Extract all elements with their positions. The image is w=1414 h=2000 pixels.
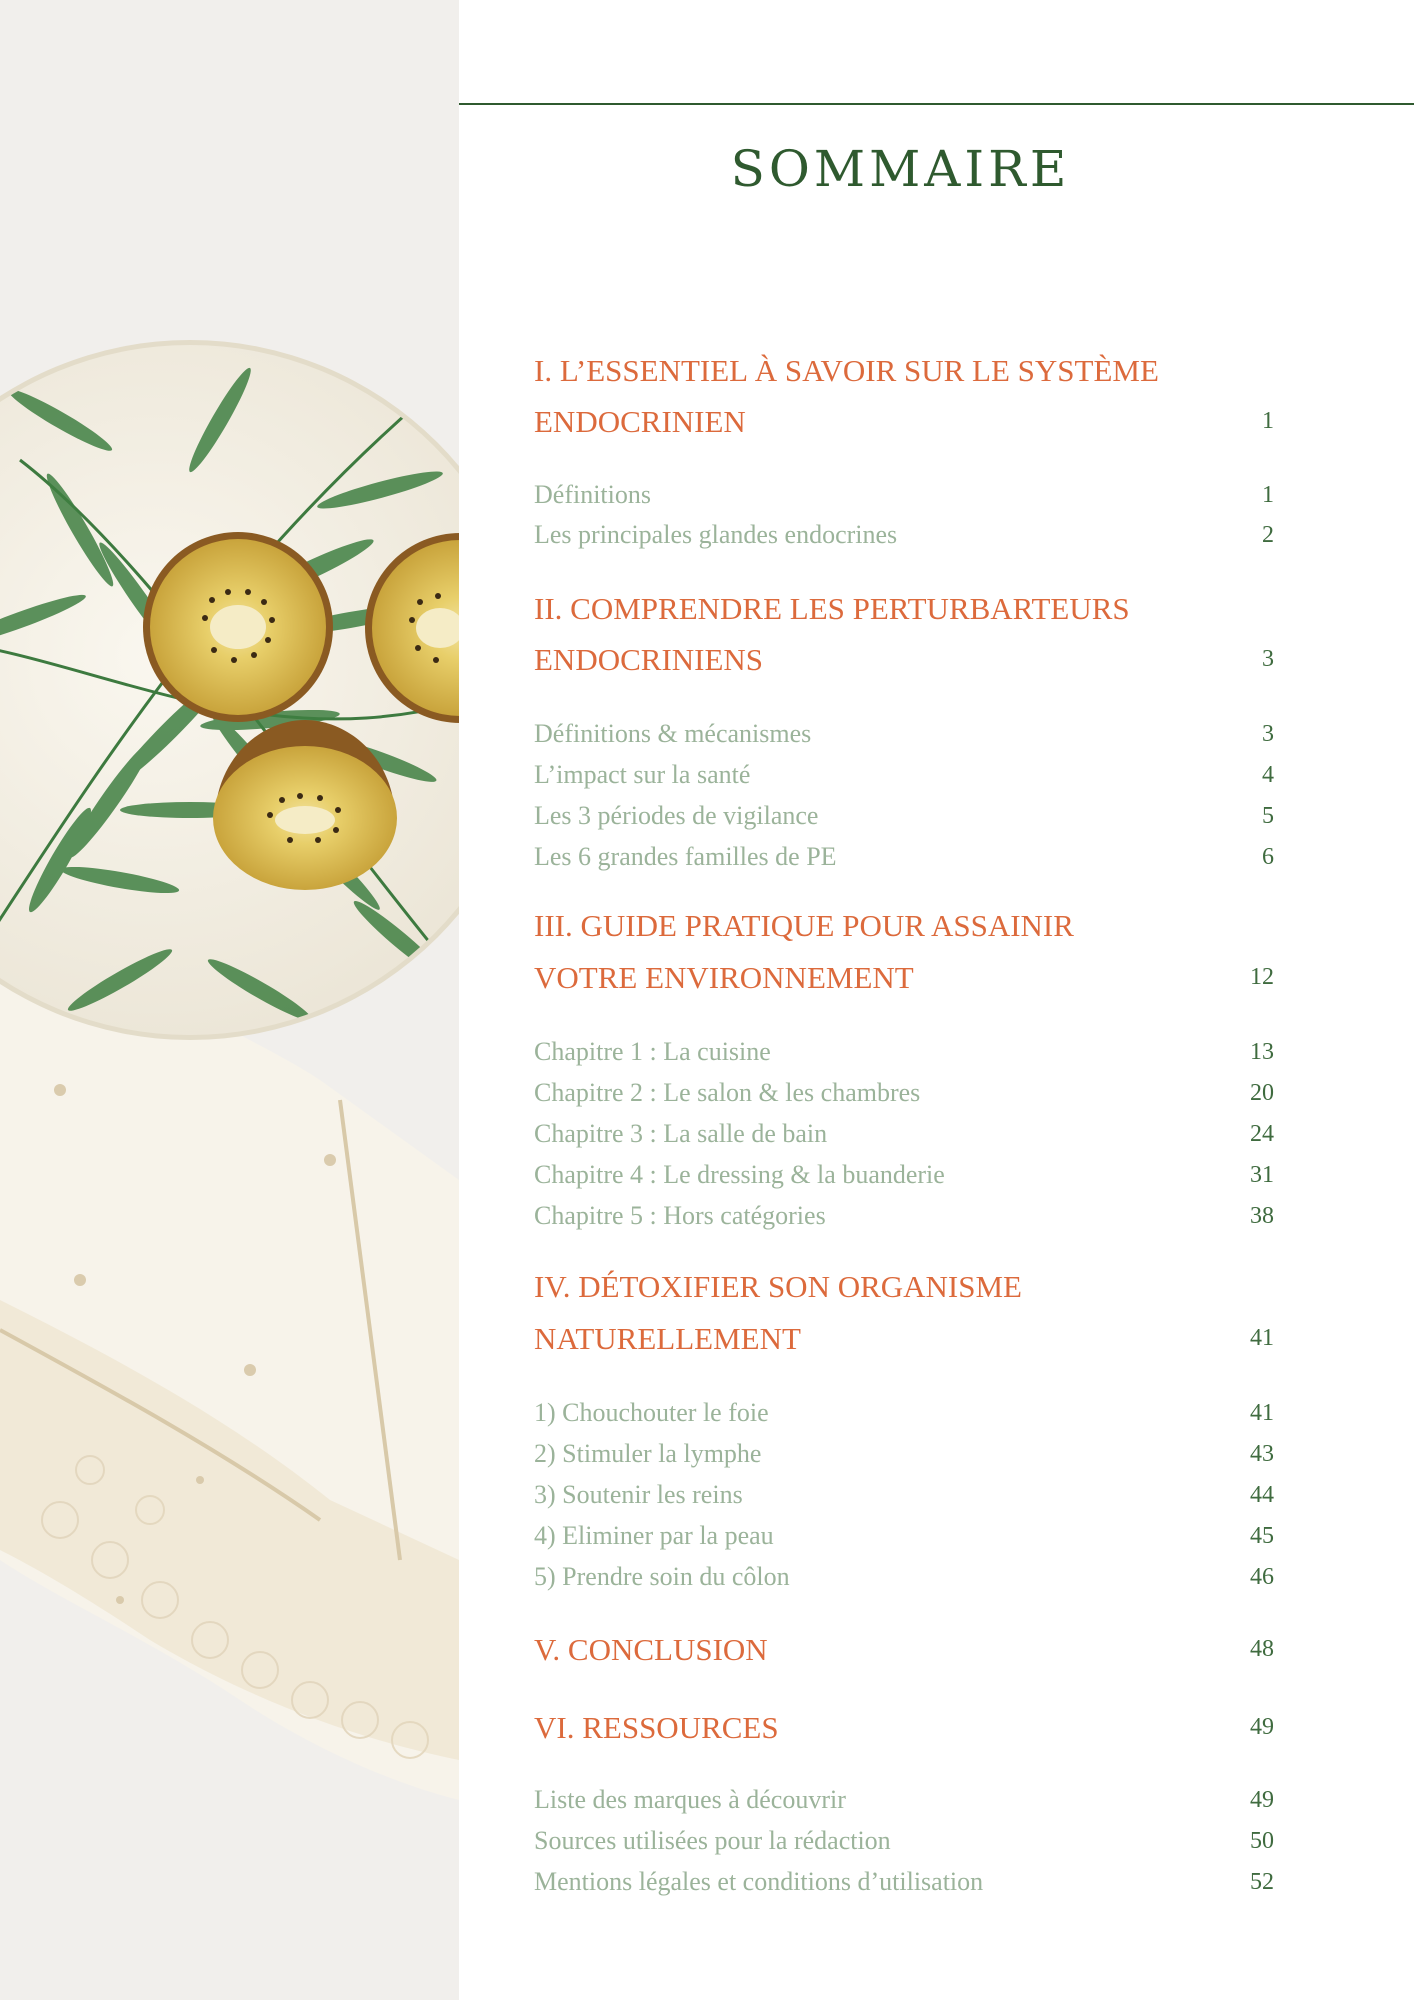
entry-page-number: 24 [1250, 1121, 1274, 1147]
toc-section-heading[interactable] [534, 583, 1274, 634]
entry-page-number: 46 [1250, 1564, 1274, 1590]
entry-label: Chapitre 4 : Le dressing & la buanderie [534, 1160, 945, 1189]
toc-entry[interactable] [534, 1516, 1274, 1556]
entry-page-number: 4 [1262, 762, 1274, 788]
toc-section-heading[interactable] [534, 1624, 1274, 1675]
section-page-number: 49 [1250, 1714, 1274, 1740]
section-page-number: 48 [1250, 1636, 1274, 1662]
entry-label: Liste des marques à découvrir [534, 1785, 846, 1814]
entry-page-number: 44 [1250, 1482, 1274, 1508]
section-heading-line: VI. RESSOURCES [534, 1710, 779, 1745]
section-page-number: 12 [1250, 964, 1274, 990]
section-heading-line: IV. DÉTOXIFIER SON ORGANISME [534, 1269, 1022, 1304]
entry-label: 1) Chouchouter le foie [534, 1398, 769, 1427]
toc-section-heading[interactable] [534, 900, 1274, 951]
entry-label: Chapitre 5 : Hors catégories [534, 1201, 826, 1230]
toc-section-heading[interactable] [534, 1702, 1274, 1753]
entry-label: Définitions & mécanismes [534, 719, 812, 748]
section-page-number: 3 [1262, 646, 1274, 672]
toc-entry[interactable] [534, 1114, 1274, 1154]
toc-entry[interactable] [534, 1073, 1274, 1113]
entry-page-number: 5 [1262, 803, 1274, 829]
entry-label: Chapitre 2 : Le salon & les chambres [534, 1078, 921, 1107]
section-page-number: 1 [1262, 408, 1274, 434]
toc-section-heading[interactable] [534, 1261, 1274, 1312]
toc-entry[interactable] [534, 1155, 1274, 1195]
toc-section-heading[interactable] [534, 345, 1274, 396]
toc-entry[interactable] [534, 796, 1274, 836]
toc-entry[interactable] [534, 1780, 1274, 1820]
section-heading-line: I. L’ESSENTIEL À SAVOIR SUR LE SYSTÈME [534, 353, 1159, 388]
page-title: SOMMAIRE [730, 140, 1071, 198]
toc-entry[interactable] [534, 1862, 1274, 1902]
toc-entry[interactable] [534, 475, 1274, 515]
section-heading-line: III. GUIDE PRATIQUE POUR ASSAINIR [534, 908, 1074, 943]
entry-page-number: 41 [1250, 1400, 1274, 1426]
entry-page-number: 45 [1250, 1523, 1274, 1549]
toc-entry[interactable] [534, 515, 1274, 555]
entry-label: Chapitre 3 : La salle de bain [534, 1119, 828, 1148]
entry-label: Définitions [534, 480, 651, 509]
entry-page-number: 1 [1262, 482, 1274, 508]
top-divider [459, 103, 1414, 105]
entry-page-number: 43 [1250, 1441, 1274, 1467]
entry-label: Les 6 grandes familles de PE [534, 842, 837, 871]
entry-label: 2) Stimuler la lymphe [534, 1439, 762, 1468]
entry-label: Les principales glandes endocrines [534, 520, 898, 549]
toc-entry[interactable] [534, 1393, 1274, 1433]
entry-label: Les 3 périodes de vigilance [534, 801, 819, 830]
cover-photo [0, 0, 459, 2000]
entry-label: L’impact sur la santé [534, 760, 751, 789]
toc-entry[interactable] [534, 755, 1274, 795]
entry-label: 5) Prendre soin du côlon [534, 1562, 790, 1591]
toc-section-heading[interactable] [534, 1313, 1274, 1364]
toc-section-heading[interactable] [534, 952, 1274, 1003]
entry-label: Mentions légales et conditions d’utilisation [534, 1867, 984, 1896]
entry-page-number: 52 [1250, 1869, 1274, 1895]
entry-label: Sources utilisées pour la rédaction [534, 1826, 891, 1855]
entry-page-number: 6 [1262, 844, 1274, 870]
toc-entry[interactable] [534, 1032, 1274, 1072]
toc-entry[interactable] [534, 1196, 1274, 1236]
toc-entry[interactable] [534, 1557, 1274, 1597]
entry-label: 4) Eliminer par la peau [534, 1521, 774, 1550]
entry-page-number: 50 [1250, 1828, 1274, 1854]
entry-page-number: 31 [1250, 1162, 1274, 1188]
toc-entry[interactable] [534, 837, 1274, 877]
section-page-number: 41 [1250, 1325, 1274, 1351]
toc-section-heading[interactable] [534, 634, 1274, 685]
section-heading-line: V. CONCLUSION [534, 1632, 768, 1667]
entry-page-number: 38 [1250, 1203, 1274, 1229]
entry-page-number: 2 [1262, 522, 1274, 548]
section-heading-line: ENDOCRINIEN [534, 404, 746, 439]
entry-page-number: 20 [1250, 1080, 1274, 1106]
entry-page-number: 3 [1262, 721, 1274, 747]
toc-entry[interactable] [534, 1475, 1274, 1515]
toc-section-heading[interactable] [534, 396, 1274, 447]
section-heading-line: NATURELLEMENT [534, 1321, 801, 1356]
toc-entry[interactable] [534, 714, 1274, 754]
entry-label: 3) Soutenir les reins [534, 1480, 743, 1509]
toc-entry[interactable] [534, 1821, 1274, 1861]
section-heading-line: VOTRE ENVIRONNEMENT [534, 960, 914, 995]
entry-label: Chapitre 1 : La cuisine [534, 1037, 771, 1066]
entry-page-number: 49 [1250, 1787, 1274, 1813]
section-heading-line: II. COMPRENDRE LES PERTURBARTEURS [534, 591, 1130, 626]
toc-entry[interactable] [534, 1434, 1274, 1474]
entry-page-number: 13 [1250, 1039, 1274, 1065]
section-heading-line: ENDOCRINIENS [534, 642, 764, 677]
kiwi-plate-illustration [0, 0, 459, 2000]
